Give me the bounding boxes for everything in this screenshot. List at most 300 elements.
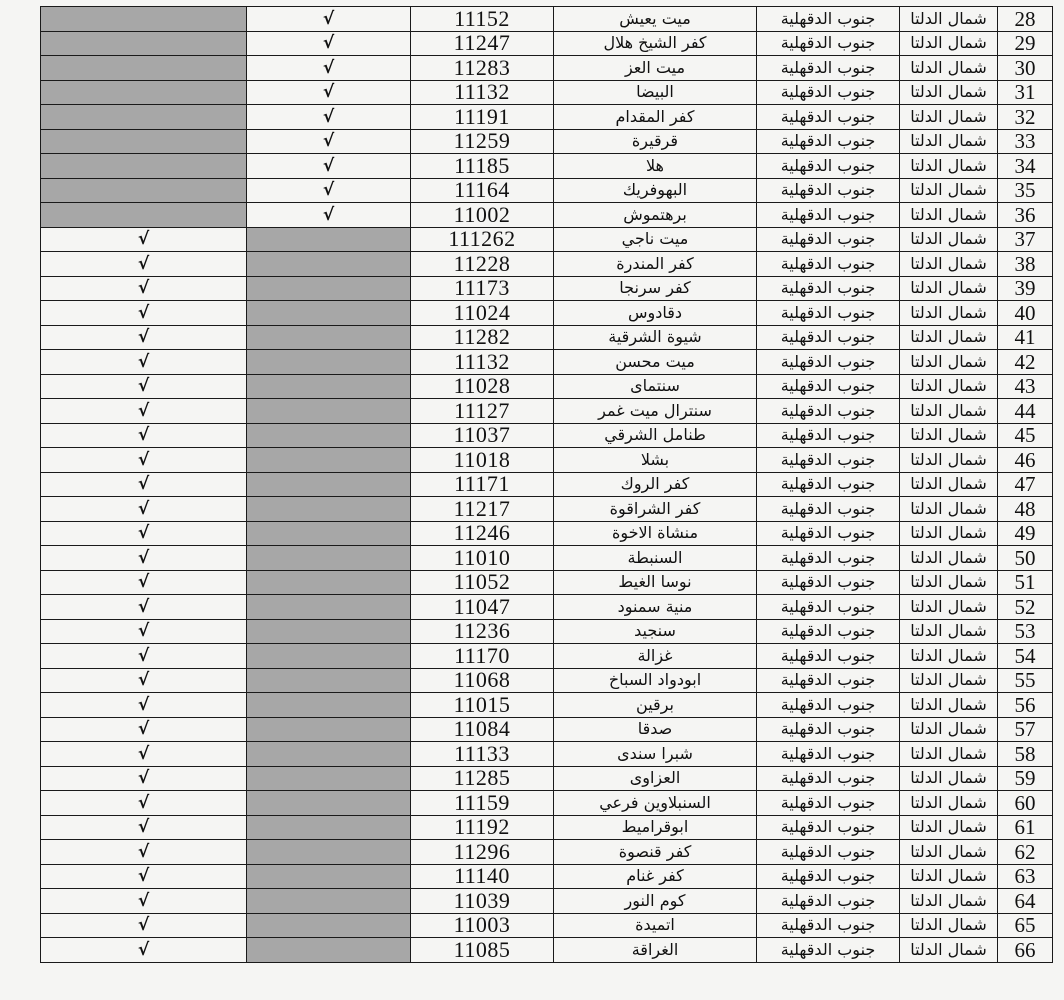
region-cell: شمال الدلتا: [900, 399, 998, 424]
sector-cell: جنوب الدقهلية: [757, 595, 900, 620]
sector-cell: جنوب الدقهلية: [757, 350, 900, 375]
check-column-b-shaded: [41, 31, 247, 56]
office-name-cell: كفر سرنجا: [554, 276, 757, 301]
row-number: 54: [998, 644, 1053, 669]
sector-cell: جنوب الدقهلية: [757, 56, 900, 81]
region-cell: شمال الدلتا: [900, 644, 998, 669]
table-row: [41, 80, 1053, 105]
office-name-cell: كفر المندرة: [554, 252, 757, 277]
sector-cell: جنوب الدقهلية: [757, 203, 900, 228]
table-row: [41, 203, 1053, 228]
office-name-cell: ابوقراميط: [554, 815, 757, 840]
region-cell: شمال الدلتا: [900, 374, 998, 399]
check-column-b: √: [41, 889, 247, 914]
table-row: [41, 7, 1053, 32]
table-row: [41, 864, 1053, 889]
region-cell: شمال الدلتا: [900, 203, 998, 228]
check-column-b: √: [41, 668, 247, 693]
table-body: [41, 7, 1053, 963]
check-column-a-shaded: [247, 766, 411, 791]
check-column-b: √: [41, 423, 247, 448]
sector-cell: جنوب الدقهلية: [757, 913, 900, 938]
row-number: 63: [998, 864, 1053, 889]
office-code-cell: 111262: [411, 227, 554, 252]
check-column-a-shaded: [247, 913, 411, 938]
region-cell: شمال الدلتا: [900, 913, 998, 938]
row-number: 33: [998, 129, 1053, 154]
table-row: [41, 399, 1053, 424]
check-column-b-shaded: [41, 105, 247, 130]
table-row: [41, 497, 1053, 522]
sector-cell: جنوب الدقهلية: [757, 472, 900, 497]
row-number: 39: [998, 276, 1053, 301]
check-column-a-shaded: [247, 497, 411, 522]
check-column-a-shaded: [247, 864, 411, 889]
table-row: [41, 252, 1053, 277]
row-number: 50: [998, 546, 1053, 571]
region-cell: شمال الدلتا: [900, 7, 998, 32]
table-row: [41, 815, 1053, 840]
office-code-cell: 11002: [411, 203, 554, 228]
sector-cell: جنوب الدقهلية: [757, 227, 900, 252]
region-cell: شمال الدلتا: [900, 815, 998, 840]
table-row: [41, 570, 1053, 595]
region-cell: شمال الدلتا: [900, 595, 998, 620]
table-row: [41, 374, 1053, 399]
office-code-cell: 11171: [411, 472, 554, 497]
office-name-cell: كفر الروك: [554, 472, 757, 497]
row-number: 62: [998, 840, 1053, 865]
check-column-a: √: [247, 178, 411, 203]
check-column-a-shaded: [247, 791, 411, 816]
row-number: 66: [998, 938, 1053, 963]
sector-cell: جنوب الدقهلية: [757, 105, 900, 130]
office-code-cell: 11152: [411, 7, 554, 32]
sector-cell: جنوب الدقهلية: [757, 693, 900, 718]
office-name-cell: برقين: [554, 693, 757, 718]
check-column-a-shaded: [247, 668, 411, 693]
sector-cell: جنوب الدقهلية: [757, 742, 900, 767]
region-cell: شمال الدلتا: [900, 717, 998, 742]
check-column-b: √: [41, 325, 247, 350]
check-column-a-shaded: [247, 423, 411, 448]
table-row: [41, 693, 1053, 718]
office-name-cell: البيضا: [554, 80, 757, 105]
office-code-cell: 11285: [411, 766, 554, 791]
table-row: [41, 742, 1053, 767]
row-number: 65: [998, 913, 1053, 938]
check-column-a: √: [247, 129, 411, 154]
sector-cell: جنوب الدقهلية: [757, 840, 900, 865]
row-number: 41: [998, 325, 1053, 350]
check-column-b: √: [41, 399, 247, 424]
table-row: [41, 472, 1053, 497]
office-code-cell: 11127: [411, 399, 554, 424]
office-code-cell: 11296: [411, 840, 554, 865]
check-column-a-shaded: [247, 546, 411, 571]
row-number: 31: [998, 80, 1053, 105]
check-column-a-shaded: [247, 276, 411, 301]
sector-cell: جنوب الدقهلية: [757, 815, 900, 840]
office-name-cell: قرقيرة: [554, 129, 757, 154]
region-cell: شمال الدلتا: [900, 742, 998, 767]
office-name-cell: السنبلاوين فرعي: [554, 791, 757, 816]
row-number: 57: [998, 717, 1053, 742]
office-name-cell: منشاة الاخوة: [554, 521, 757, 546]
table-row: [41, 619, 1053, 644]
region-cell: شمال الدلتا: [900, 791, 998, 816]
check-column-b: √: [41, 864, 247, 889]
check-column-b: √: [41, 644, 247, 669]
sector-cell: جنوب الدقهلية: [757, 717, 900, 742]
office-code-cell: 11173: [411, 276, 554, 301]
region-cell: شمال الدلتا: [900, 889, 998, 914]
office-code-cell: 11217: [411, 497, 554, 522]
office-code-cell: 11052: [411, 570, 554, 595]
sector-cell: جنوب الدقهلية: [757, 668, 900, 693]
check-column-b: √: [41, 276, 247, 301]
office-name-cell: بشلا: [554, 448, 757, 473]
region-cell: شمال الدلتا: [900, 693, 998, 718]
check-column-b: √: [41, 497, 247, 522]
check-column-a-shaded: [247, 815, 411, 840]
region-cell: شمال الدلتا: [900, 668, 998, 693]
sector-cell: جنوب الدقهلية: [757, 252, 900, 277]
region-cell: شمال الدلتا: [900, 80, 998, 105]
office-name-cell: برهتموش: [554, 203, 757, 228]
office-code-cell: 11047: [411, 595, 554, 620]
row-number: 29: [998, 31, 1053, 56]
row-number: 42: [998, 350, 1053, 375]
office-name-cell: كفر الشيخ هلال: [554, 31, 757, 56]
office-name-cell: سنجيد: [554, 619, 757, 644]
check-column-a: √: [247, 80, 411, 105]
check-column-b-shaded: [41, 56, 247, 81]
check-column-b: √: [41, 595, 247, 620]
row-number: 51: [998, 570, 1053, 595]
sector-cell: جنوب الدقهلية: [757, 276, 900, 301]
region-cell: شمال الدلتا: [900, 325, 998, 350]
check-column-a-shaded: [247, 619, 411, 644]
office-code-cell: 11282: [411, 325, 554, 350]
check-column-b: √: [41, 840, 247, 865]
office-name-cell: نوسا الغيط: [554, 570, 757, 595]
office-name-cell: كفر الشراقوة: [554, 497, 757, 522]
row-number: 43: [998, 374, 1053, 399]
office-name-cell: سنترال ميت غمر: [554, 399, 757, 424]
row-number: 38: [998, 252, 1053, 277]
office-name-cell: ميت ناجي: [554, 227, 757, 252]
table-row: [41, 301, 1053, 326]
sector-cell: جنوب الدقهلية: [757, 129, 900, 154]
office-name-cell: البهوفريك: [554, 178, 757, 203]
office-code-cell: 11018: [411, 448, 554, 473]
row-number: 58: [998, 742, 1053, 767]
check-column-b: √: [41, 301, 247, 326]
check-column-a-shaded: [247, 374, 411, 399]
check-column-b-shaded: [41, 154, 247, 179]
table-row: [41, 791, 1053, 816]
table-row: [41, 423, 1053, 448]
sector-cell: جنوب الدقهلية: [757, 497, 900, 522]
check-column-b: √: [41, 619, 247, 644]
row-number: 35: [998, 178, 1053, 203]
office-name-cell: شيوة الشرقية: [554, 325, 757, 350]
office-name-cell: ميت يعيش: [554, 7, 757, 32]
check-column-b: √: [41, 717, 247, 742]
sector-cell: جنوب الدقهلية: [757, 546, 900, 571]
sector-cell: جنوب الدقهلية: [757, 325, 900, 350]
region-cell: شمال الدلتا: [900, 472, 998, 497]
office-name-cell: صدقا: [554, 717, 757, 742]
office-name-cell: العزاوى: [554, 766, 757, 791]
table-row: [41, 276, 1053, 301]
office-code-cell: 11085: [411, 938, 554, 963]
table-row: [41, 105, 1053, 130]
office-code-cell: 11003: [411, 913, 554, 938]
check-column-b: √: [41, 938, 247, 963]
check-column-b: √: [41, 766, 247, 791]
sector-cell: جنوب الدقهلية: [757, 80, 900, 105]
check-column-a-shaded: [247, 252, 411, 277]
row-number: 64: [998, 889, 1053, 914]
sector-cell: جنوب الدقهلية: [757, 178, 900, 203]
region-cell: شمال الدلتا: [900, 619, 998, 644]
check-column-b: √: [41, 350, 247, 375]
office-code-cell: 11246: [411, 521, 554, 546]
region-cell: شمال الدلتا: [900, 154, 998, 179]
table-row: [41, 448, 1053, 473]
check-column-b: √: [41, 448, 247, 473]
office-name-cell: الغراقة: [554, 938, 757, 963]
check-column-a-shaded: [247, 717, 411, 742]
table-row: [41, 938, 1053, 963]
sector-cell: جنوب الدقهلية: [757, 423, 900, 448]
office-name-cell: سنتماى: [554, 374, 757, 399]
check-column-a-shaded: [247, 840, 411, 865]
office-name-cell: اتميدة: [554, 913, 757, 938]
offices-table: [40, 6, 1053, 963]
office-code-cell: 11084: [411, 717, 554, 742]
office-name-cell: السنبطة: [554, 546, 757, 571]
table-row: [41, 521, 1053, 546]
table-row: [41, 325, 1053, 350]
table-row: [41, 840, 1053, 865]
row-number: 45: [998, 423, 1053, 448]
row-number: 47: [998, 472, 1053, 497]
region-cell: شمال الدلتا: [900, 129, 998, 154]
office-name-cell: هلا: [554, 154, 757, 179]
table-row: [41, 546, 1053, 571]
check-column-a-shaded: [247, 325, 411, 350]
sector-cell: جنوب الدقهلية: [757, 374, 900, 399]
check-column-b-shaded: [41, 80, 247, 105]
row-number: 36: [998, 203, 1053, 228]
region-cell: شمال الدلتا: [900, 546, 998, 571]
office-name-cell: ميت محسن: [554, 350, 757, 375]
check-column-a-shaded: [247, 472, 411, 497]
region-cell: شمال الدلتا: [900, 105, 998, 130]
office-name-cell: كفر قنصوة: [554, 840, 757, 865]
row-number: 32: [998, 105, 1053, 130]
row-number: 53: [998, 619, 1053, 644]
row-number: 55: [998, 668, 1053, 693]
office-name-cell: كوم النور: [554, 889, 757, 914]
check-column-a-shaded: [247, 570, 411, 595]
office-code-cell: 11170: [411, 644, 554, 669]
check-column-b: √: [41, 742, 247, 767]
region-cell: شمال الدلتا: [900, 423, 998, 448]
office-name-cell: كفر المقدام: [554, 105, 757, 130]
region-cell: شمال الدلتا: [900, 521, 998, 546]
region-cell: شمال الدلتا: [900, 864, 998, 889]
office-code-cell: 11164: [411, 178, 554, 203]
sector-cell: جنوب الدقهلية: [757, 448, 900, 473]
table-row: [41, 644, 1053, 669]
sector-cell: جنوب الدقهلية: [757, 521, 900, 546]
office-code-cell: 11039: [411, 889, 554, 914]
check-column-a: √: [247, 105, 411, 130]
table-row: [41, 766, 1053, 791]
check-column-a-shaded: [247, 350, 411, 375]
region-cell: شمال الدلتا: [900, 570, 998, 595]
sector-cell: جنوب الدقهلية: [757, 154, 900, 179]
check-column-b-shaded: [41, 7, 247, 32]
sector-cell: جنوب الدقهلية: [757, 570, 900, 595]
check-column-a-shaded: [247, 693, 411, 718]
office-code-cell: 11159: [411, 791, 554, 816]
sector-cell: جنوب الدقهلية: [757, 399, 900, 424]
sector-cell: جنوب الدقهلية: [757, 644, 900, 669]
sector-cell: جنوب الدقهلية: [757, 7, 900, 32]
check-column-b: √: [41, 570, 247, 595]
office-name-cell: دقادوس: [554, 301, 757, 326]
sector-cell: جنوب الدقهلية: [757, 619, 900, 644]
row-number: 52: [998, 595, 1053, 620]
check-column-a-shaded: [247, 938, 411, 963]
check-column-a-shaded: [247, 448, 411, 473]
office-name-cell: ميت العز: [554, 56, 757, 81]
office-code-cell: 11132: [411, 350, 554, 375]
table-row: [41, 227, 1053, 252]
office-code-cell: 11024: [411, 301, 554, 326]
region-cell: شمال الدلتا: [900, 31, 998, 56]
region-cell: شمال الدلتا: [900, 56, 998, 81]
region-cell: شمال الدلتا: [900, 938, 998, 963]
table-row: [41, 154, 1053, 179]
check-column-a-shaded: [247, 889, 411, 914]
office-code-cell: 11140: [411, 864, 554, 889]
check-column-a: √: [247, 31, 411, 56]
table-row: [41, 717, 1053, 742]
region-cell: شمال الدلتا: [900, 350, 998, 375]
row-number: 44: [998, 399, 1053, 424]
office-code-cell: 11247: [411, 31, 554, 56]
row-number: 40: [998, 301, 1053, 326]
office-code-cell: 11015: [411, 693, 554, 718]
check-column-a-shaded: [247, 742, 411, 767]
check-column-b: √: [41, 546, 247, 571]
row-number: 56: [998, 693, 1053, 718]
office-code-cell: 11228: [411, 252, 554, 277]
region-cell: شمال الدلتا: [900, 448, 998, 473]
row-number: 28: [998, 7, 1053, 32]
check-column-b: √: [41, 227, 247, 252]
table-row: [41, 595, 1053, 620]
sector-cell: جنوب الدقهلية: [757, 766, 900, 791]
check-column-a: √: [247, 7, 411, 32]
region-cell: شمال الدلتا: [900, 178, 998, 203]
region-cell: شمال الدلتا: [900, 840, 998, 865]
table-row: [41, 56, 1053, 81]
check-column-a-shaded: [247, 227, 411, 252]
office-code-cell: 11283: [411, 56, 554, 81]
office-code-cell: 11191: [411, 105, 554, 130]
sector-cell: جنوب الدقهلية: [757, 889, 900, 914]
check-column-a: √: [247, 203, 411, 228]
row-number: 34: [998, 154, 1053, 179]
check-column-b-shaded: [41, 203, 247, 228]
office-code-cell: 11028: [411, 374, 554, 399]
check-column-a-shaded: [247, 644, 411, 669]
office-name-cell: غزالة: [554, 644, 757, 669]
check-column-b: √: [41, 693, 247, 718]
row-number: 30: [998, 56, 1053, 81]
row-number: 37: [998, 227, 1053, 252]
office-code-cell: 11010: [411, 546, 554, 571]
region-cell: شمال الدلتا: [900, 766, 998, 791]
sector-cell: جنوب الدقهلية: [757, 864, 900, 889]
region-cell: شمال الدلتا: [900, 227, 998, 252]
table-row: [41, 913, 1053, 938]
check-column-b: √: [41, 815, 247, 840]
check-column-b-shaded: [41, 129, 247, 154]
table-row: [41, 889, 1053, 914]
office-code-cell: 11037: [411, 423, 554, 448]
office-code-cell: 11259: [411, 129, 554, 154]
office-code-cell: 11132: [411, 80, 554, 105]
table-row: [41, 668, 1053, 693]
sector-cell: جنوب الدقهلية: [757, 938, 900, 963]
region-cell: شمال الدلتا: [900, 497, 998, 522]
check-column-b: √: [41, 252, 247, 277]
row-number: 48: [998, 497, 1053, 522]
office-name-cell: منية سمنود: [554, 595, 757, 620]
sector-cell: جنوب الدقهلية: [757, 301, 900, 326]
office-code-cell: 11192: [411, 815, 554, 840]
table-row: [41, 31, 1053, 56]
office-code-cell: 11068: [411, 668, 554, 693]
check-column-b: √: [41, 913, 247, 938]
table-row: [41, 178, 1053, 203]
table-row: [41, 129, 1053, 154]
check-column-b-shaded: [41, 178, 247, 203]
row-number: 49: [998, 521, 1053, 546]
office-name-cell: طنامل الشرقي: [554, 423, 757, 448]
check-column-b: √: [41, 521, 247, 546]
check-column-b: √: [41, 472, 247, 497]
row-number: 61: [998, 815, 1053, 840]
check-column-a-shaded: [247, 399, 411, 424]
office-code-cell: 11236: [411, 619, 554, 644]
sector-cell: جنوب الدقهلية: [757, 791, 900, 816]
check-column-a-shaded: [247, 521, 411, 546]
row-number: 46: [998, 448, 1053, 473]
check-column-b: √: [41, 374, 247, 399]
sector-cell: جنوب الدقهلية: [757, 31, 900, 56]
office-name-cell: شبرا سندى: [554, 742, 757, 767]
row-number: 59: [998, 766, 1053, 791]
